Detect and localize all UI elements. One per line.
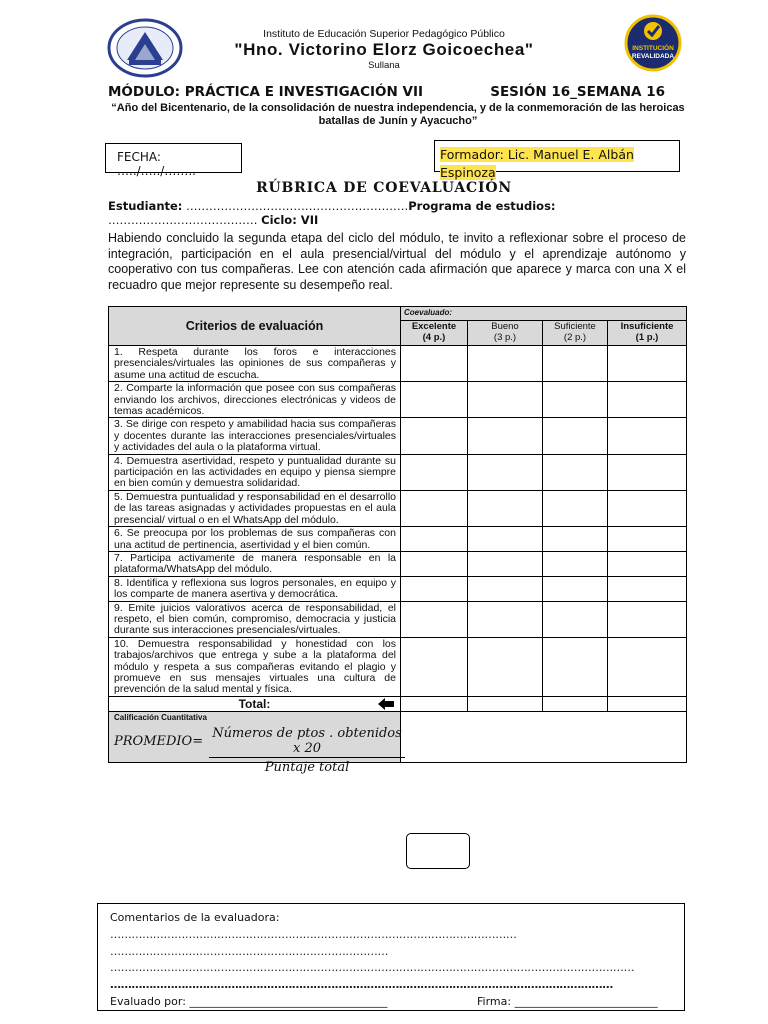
criterion-text: 10. Demuestra responsabilidad y honestidad con los trabajos/archivos que entrega y sube a la plataforma del módulo y respeta a sus compañeras evitando el plagio y promueve en sus mensajes virtuales una cultura de prevención de la salud mental y física.: [109, 637, 401, 696]
rating-cell-suficiente[interactable]: [543, 637, 608, 696]
criterion-text: 6. Se preocupa por los problemas de sus compañeras con una actitud de pertinencia, asertividad y el bien común.: [109, 527, 401, 552]
level-header-bueno: [468, 321, 543, 346]
rating-cell-excelente[interactable]: [401, 637, 468, 696]
criterion-row: [109, 576, 687, 601]
rating-cell-insuficiente[interactable]: [608, 576, 687, 601]
rating-cell-bueno[interactable]: [468, 637, 543, 696]
student-label: Estudiante:: [108, 199, 183, 213]
rating-cell-suficiente[interactable]: [543, 527, 608, 552]
cycle-label: Ciclo: VII: [261, 213, 319, 227]
evaluated-by-field[interactable]: ____________________________________: [185, 994, 388, 1008]
rating-cell-bueno[interactable]: [468, 576, 543, 601]
rating-cell-insuficiente[interactable]: [608, 454, 687, 490]
rating-cell-bueno[interactable]: [468, 601, 543, 637]
criterion-row: [109, 454, 687, 490]
rating-cell-insuficiente[interactable]: [608, 418, 687, 454]
session-label: SESIÓN 16_SEMANA 16: [490, 84, 665, 100]
rating-cell-bueno[interactable]: [468, 382, 543, 418]
coevaluated-label: Coevaluado:: [401, 307, 687, 321]
level-name: Suficiente: [554, 321, 596, 332]
formula-denominator: Puntaje total: [264, 759, 350, 775]
signature-label: Firma:: [477, 994, 512, 1008]
trainer-name: Formador: Lic. Manuel E. Albán Espinoza: [440, 147, 634, 180]
level-header-excelente: [401, 321, 468, 346]
rating-cell-insuficiente[interactable]: [608, 382, 687, 418]
comments-label: Comentarios de la evaluadora:: [110, 911, 280, 924]
rating-cell-excelente[interactable]: [401, 551, 468, 576]
criterion-text: 2. Comparte la información que posee con sus compañeras enviando los archivos, direcciones electrónicas y videos de temas académicos.: [109, 382, 401, 418]
student-name-field[interactable]: ………………………………………………….: [182, 199, 409, 213]
rating-cell-insuficiente[interactable]: [608, 601, 687, 637]
instructions-paragraph: Habiendo concluido la segunda etapa del ciclo del módulo, te invito a reflexionar sobre el proceso de integración, participación en el aula presencial/virtual del módulo y el aprendizaje autónomo y cooperativo con tus compañeras. Lee con atención cada afirmación que aparece y marca con una X el recuadro que mejor represente su desempeño real.: [108, 231, 686, 292]
criterion-text: 1. Respeta durante los foros e interacciones presenciales/virtuales las opiniones de sus compañeras y asume una actitud de escucha.: [109, 346, 401, 382]
rating-cell-insuficiente[interactable]: [608, 551, 687, 576]
signature-field[interactable]: __________________________: [511, 994, 658, 1008]
criterion-row: [109, 418, 687, 454]
institute-type: Instituto de Educación Superior Pedagógico Público: [263, 28, 505, 40]
total-cell-insuficiente[interactable]: [608, 696, 687, 711]
rating-cell-suficiente[interactable]: [543, 490, 608, 526]
rating-cell-bueno[interactable]: [468, 490, 543, 526]
criterion-row: [109, 490, 687, 526]
rating-cell-suficiente[interactable]: [543, 454, 608, 490]
rating-cell-suficiente[interactable]: [543, 382, 608, 418]
comments-line-1[interactable]: ……………………………………………………………………………………………………: [110, 927, 517, 941]
rating-cell-suficiente[interactable]: [543, 551, 608, 576]
total-cell-bueno[interactable]: [468, 696, 543, 711]
rating-cell-suficiente[interactable]: [543, 601, 608, 637]
comments-line-4[interactable]: ……………………………………………………………………………………………………………………………: [110, 978, 613, 992]
criterion-row: [109, 382, 687, 418]
rating-cell-suficiente[interactable]: [543, 346, 608, 382]
rating-cell-excelente[interactable]: [401, 454, 468, 490]
rating-cell-excelente[interactable]: [401, 601, 468, 637]
level-points: (3 p.): [493, 332, 517, 343]
level-name: Excelente: [411, 321, 457, 332]
rating-cell-bueno[interactable]: [468, 454, 543, 490]
criterion-row: [109, 601, 687, 637]
level-points: (2 p.): [563, 332, 587, 343]
rating-cell-excelente[interactable]: [401, 346, 468, 382]
criterion-text: 4. Demuestra asertividad, respeto y puntualidad durante su participación en las actividades en equipo y piensa siempre en bien común y demuestra solidaridad.: [109, 454, 401, 490]
arrow-left-icon: [378, 698, 394, 710]
rating-cell-excelente[interactable]: [401, 527, 468, 552]
student-line: [108, 199, 688, 227]
comments-line-2[interactable]: ……………………………………………………………………: [110, 944, 389, 958]
svg-text:REVALIDADA: REVALIDADA: [631, 53, 675, 60]
rubric-table: [108, 306, 687, 775]
criterion-row: [109, 527, 687, 552]
date-field[interactable]: FECHA: …../…../……..: [105, 143, 242, 173]
rating-cell-bueno[interactable]: [468, 527, 543, 552]
total-cell-excelente[interactable]: [401, 696, 468, 711]
quantitative-grade-cell: [109, 711, 402, 775]
comments-line-3[interactable]: …………………………………………………………………………………………………………………………………: [110, 961, 635, 975]
evaluated-by-label: Evaluado por:: [110, 994, 186, 1008]
final-score-box[interactable]: [406, 833, 470, 869]
level-points: (1 p.): [635, 332, 659, 343]
rating-cell-excelente[interactable]: [401, 382, 468, 418]
rating-cell-insuficiente[interactable]: [608, 490, 687, 526]
criterion-text: 3. Se dirige con respeto y amabilidad hacia sus compañeras y docentes durante las interacciones presenciales/virtuales y actividades del aula o la plataforma virtual.: [109, 418, 401, 454]
criterion-row: [109, 551, 687, 576]
trainer-box: [434, 140, 680, 180]
page-title: RÚBRICA DE COEVALUACIÓN: [256, 180, 512, 196]
total-cell-suficiente[interactable]: [543, 696, 608, 711]
rating-cell-insuficiente[interactable]: [608, 346, 687, 382]
rating-cell-suficiente[interactable]: [543, 576, 608, 601]
rating-cell-bueno[interactable]: [468, 418, 543, 454]
rating-cell-insuficiente[interactable]: [608, 527, 687, 552]
level-header-suficiente: [543, 321, 608, 346]
rating-cell-excelente[interactable]: [401, 490, 468, 526]
program-label: Programa de estudios:: [408, 199, 556, 213]
formula-promedio: PROMEDIO=: [114, 733, 204, 749]
rating-cell-excelente[interactable]: [401, 576, 468, 601]
criterion-text: 9. Emite juicios valorativos acerca de responsabilidad, el respeto, el bien común, compromiso, democracia y justicia durante sus interacciones presenciales/virtuales.: [109, 601, 401, 637]
svg-text:INSTITUCIÓN: INSTITUCIÓN: [632, 45, 674, 52]
criterion-text: 5. Demuestra puntualidad y responsabilidad en el desarrollo de las tareas asignadas y actividades propuestas en el aula presencial/ virtual o en el WhatsApp del módulo.: [109, 490, 401, 526]
year-motto: “Año del Bicentenario, de la consolidación de nuestra independencia, y de la conmemoración de las heroicas batallas de Junín y Ayacucho”: [111, 102, 685, 127]
program-field[interactable]: …………………………………: [108, 213, 262, 227]
level-name: Bueno: [491, 321, 519, 332]
grade-area: [401, 711, 687, 762]
rating-cell-insuficiente[interactable]: [608, 637, 687, 696]
institute-city: Sullana: [368, 60, 400, 71]
level-header-insuficiente: [608, 321, 687, 346]
criterion-row: [109, 346, 687, 382]
institute-name: "Hno. Victorino Elorz Goicoechea": [234, 40, 534, 59]
rating-cell-suficiente[interactable]: [543, 418, 608, 454]
criterion-row: [109, 637, 687, 696]
module-title: MÓDULO: PRÁCTICA E INVESTIGACIÓN VII: [108, 84, 424, 100]
comments-box: [97, 903, 685, 1011]
criterion-text: 8. Identifica y reflexiona sus logros personales, en equipo y los comparte de manera asertiva y democrática.: [109, 576, 401, 601]
total-label: Total:: [109, 696, 401, 711]
quantitative-grade-label: Calificación Cuantitativa: [114, 712, 207, 722]
criteria-header: Criterios de evaluación: [109, 307, 401, 346]
criterion-text: 7. Participa activamente de manera responsable en la plataforma/WhatsApp del módulo.: [109, 551, 401, 576]
formula-numerator: Números de ptos . obtenidos x 20: [209, 726, 405, 758]
level-points: (4 p.): [422, 332, 446, 343]
rating-cell-bueno[interactable]: [468, 551, 543, 576]
level-name: Insuficiente: [620, 321, 674, 332]
rating-cell-excelente[interactable]: [401, 418, 468, 454]
rating-cell-bueno[interactable]: [468, 346, 543, 382]
